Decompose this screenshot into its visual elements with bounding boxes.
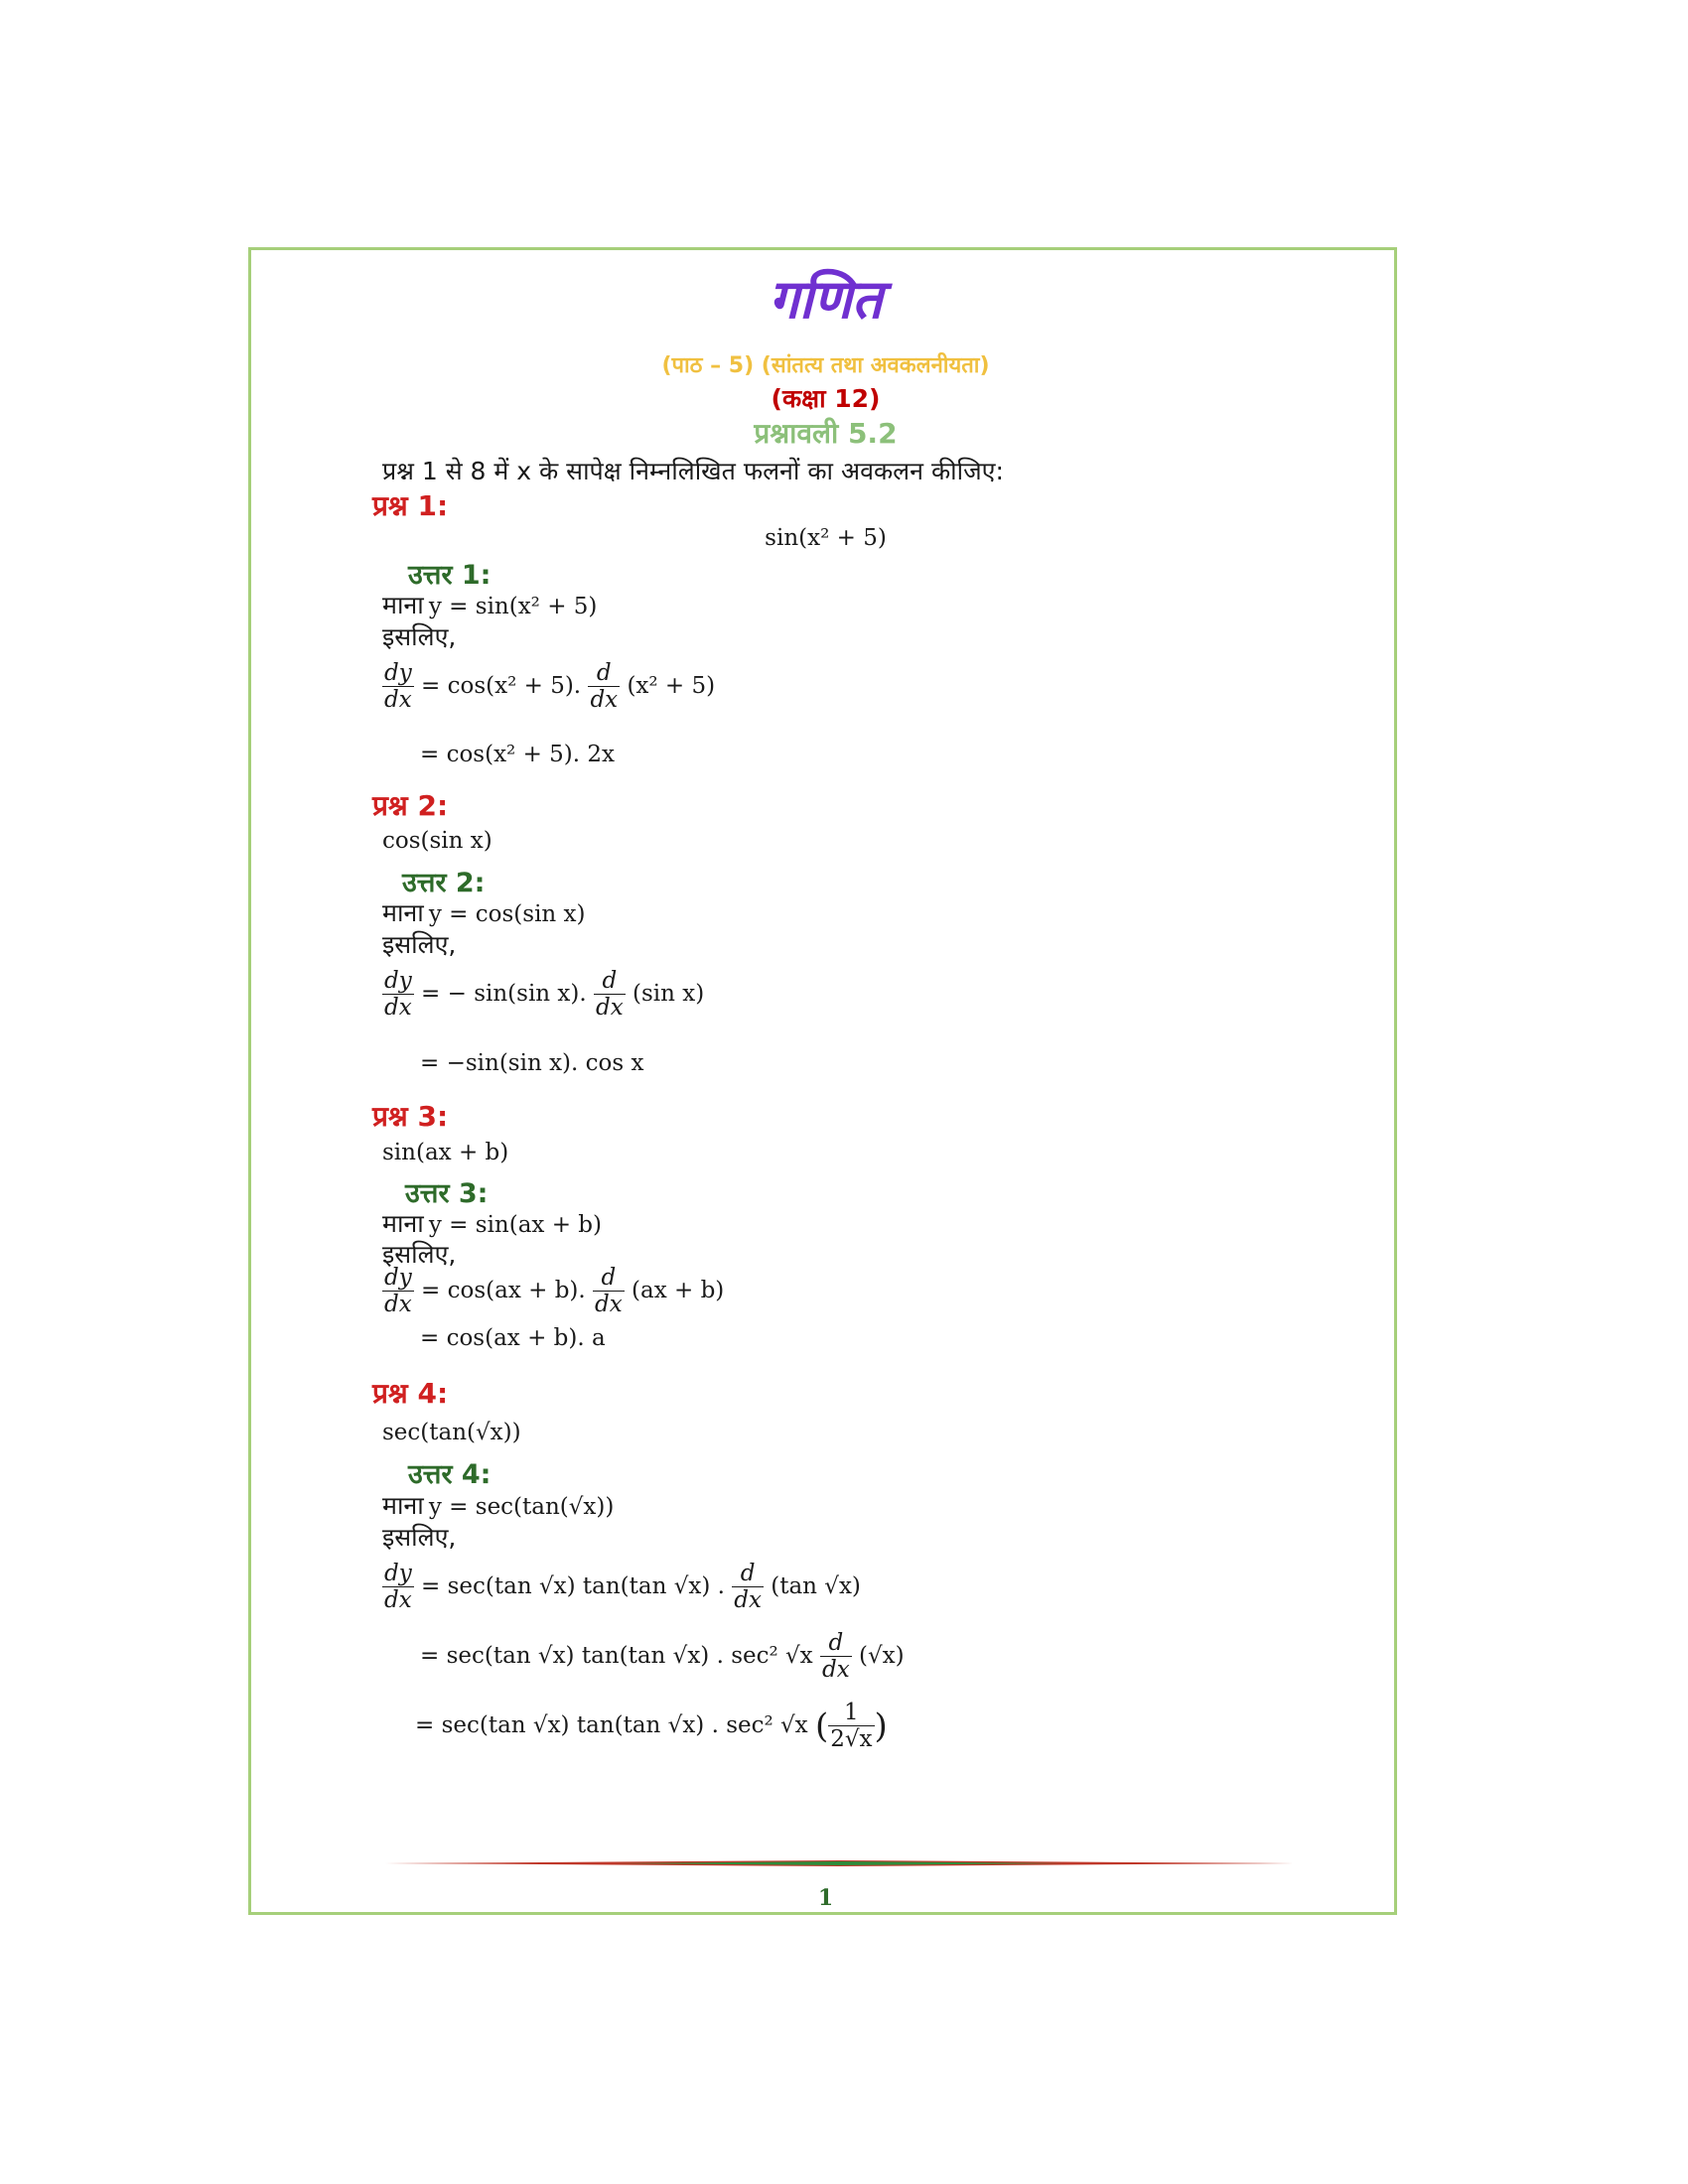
step-text: = sec(tan √x) tan(tan √x) . sec² √x <box>415 1711 808 1738</box>
dy-dx-fraction: $\frac{dy}{dx}$ <box>384 1265 412 1318</box>
paren-close: ) <box>874 1706 888 1746</box>
d-dx-fraction: $\frac{d}{dx}$ <box>734 1561 762 1614</box>
step-text: = cos(ax + b). <box>421 1277 586 1303</box>
step-text: = sec(tan √x) tan(tan √x) . <box>421 1572 725 1599</box>
d-dx-fraction: $\frac{d}{dx}$ <box>821 1630 850 1684</box>
therefore-label: इसलिए, <box>382 1523 457 1552</box>
instruction-text: प्रश्न 1 से 8 में x के सापेक्ष निम्नलिखित फलनों का अवकलन कीजिए: <box>382 457 1004 485</box>
step-tail: (tan √x) <box>771 1572 861 1599</box>
step-text: = cos(x² + 5). <box>421 672 582 699</box>
exercise-label: प्रश्नावली 5.2 <box>754 417 898 450</box>
answer-1-label: उत्तर 1: <box>408 560 492 591</box>
question-1-expr: sin(x² + 5) <box>765 525 887 551</box>
let-prefix: माना <box>382 1209 424 1238</box>
therefore-label: इसलिए, <box>382 622 457 651</box>
let-prefix: माना <box>382 591 424 619</box>
answer-3-step2: = cos(ax + b). a <box>420 1325 606 1351</box>
let-expr: y = sec(tan(√x)) <box>428 1494 615 1520</box>
d-dx-fraction: $\frac{d}{dx}$ <box>595 1265 623 1318</box>
answer-1-step2: = cos(x² + 5). 2x <box>420 742 616 767</box>
answer-2-step1 <box>382 968 704 1022</box>
d-dx-fraction: $\frac{d}{dx}$ <box>590 660 619 714</box>
answer-4-let <box>382 1488 614 1522</box>
let-prefix: माना <box>382 1491 424 1520</box>
question-2-expr: cos(sin x) <box>382 828 492 854</box>
step-text: = sec(tan √x) tan(tan √x) . sec² √x <box>420 1642 813 1669</box>
dy-dx-fraction: $\frac{dy}{dx}$ <box>384 660 412 714</box>
footer-divider <box>385 1860 1294 1866</box>
question-4-label: प्रश्न 4: <box>372 1377 449 1410</box>
answer-3-let <box>382 1206 602 1240</box>
answer-2-step2: = −sin(sin x). cos x <box>420 1050 644 1076</box>
let-expr: y = sin(x² + 5) <box>428 594 598 619</box>
step-tail: (√x) <box>858 1642 905 1669</box>
answer-4-label: उत्तर 4: <box>408 1459 492 1490</box>
one-over-two-root-x: $\frac{1}{2√x}$ <box>830 1700 873 1753</box>
class-label: (कक्षा 12) <box>771 384 881 413</box>
answer-1-step1 <box>382 660 715 714</box>
question-3-expr: sin(ax + b) <box>382 1140 509 1165</box>
step-tail: (sin x) <box>633 980 705 1007</box>
let-expr: y = cos(sin x) <box>428 901 586 927</box>
question-1-label: प्रश्न 1: <box>372 489 449 522</box>
step-text: = − sin(sin x). <box>421 980 587 1007</box>
answer-1-let <box>382 588 597 621</box>
paren-open: ( <box>814 1706 829 1746</box>
question-4-expr: sec(tan(√x)) <box>382 1420 521 1445</box>
answer-2-let <box>382 895 586 929</box>
step-tail: (x² + 5) <box>627 672 716 699</box>
therefore-label: इसलिए, <box>382 1240 457 1269</box>
answer-4-step3 <box>415 1700 888 1753</box>
answer-4-step2 <box>420 1630 905 1684</box>
question-3-label: प्रश्न 3: <box>372 1100 449 1133</box>
answer-3-step1 <box>382 1265 724 1318</box>
answer-3-label: उत्तर 3: <box>405 1178 489 1209</box>
let-expr: y = sin(ax + b) <box>428 1212 602 1238</box>
dy-dx-fraction: $\frac{dy}{dx}$ <box>384 1561 412 1614</box>
question-2-label: प्रश्न 2: <box>372 789 449 822</box>
therefore-label: इसलिए, <box>382 930 457 959</box>
d-dx-fraction: $\frac{d}{dx}$ <box>596 968 624 1022</box>
step-tail: (ax + b) <box>632 1277 725 1303</box>
dy-dx-fraction: $\frac{dy}{dx}$ <box>384 968 412 1022</box>
answer-2-label: उत्तर 2: <box>402 868 486 898</box>
page-title: गणित <box>769 268 883 331</box>
answer-4-step1 <box>382 1561 861 1614</box>
page-frame <box>248 247 1397 1915</box>
chapter-subtitle: (पाठ – 5) (सांतत्य तथा अवकलनीयता) <box>661 353 990 378</box>
let-prefix: माना <box>382 898 424 927</box>
page-number: 1 <box>817 1885 834 1911</box>
